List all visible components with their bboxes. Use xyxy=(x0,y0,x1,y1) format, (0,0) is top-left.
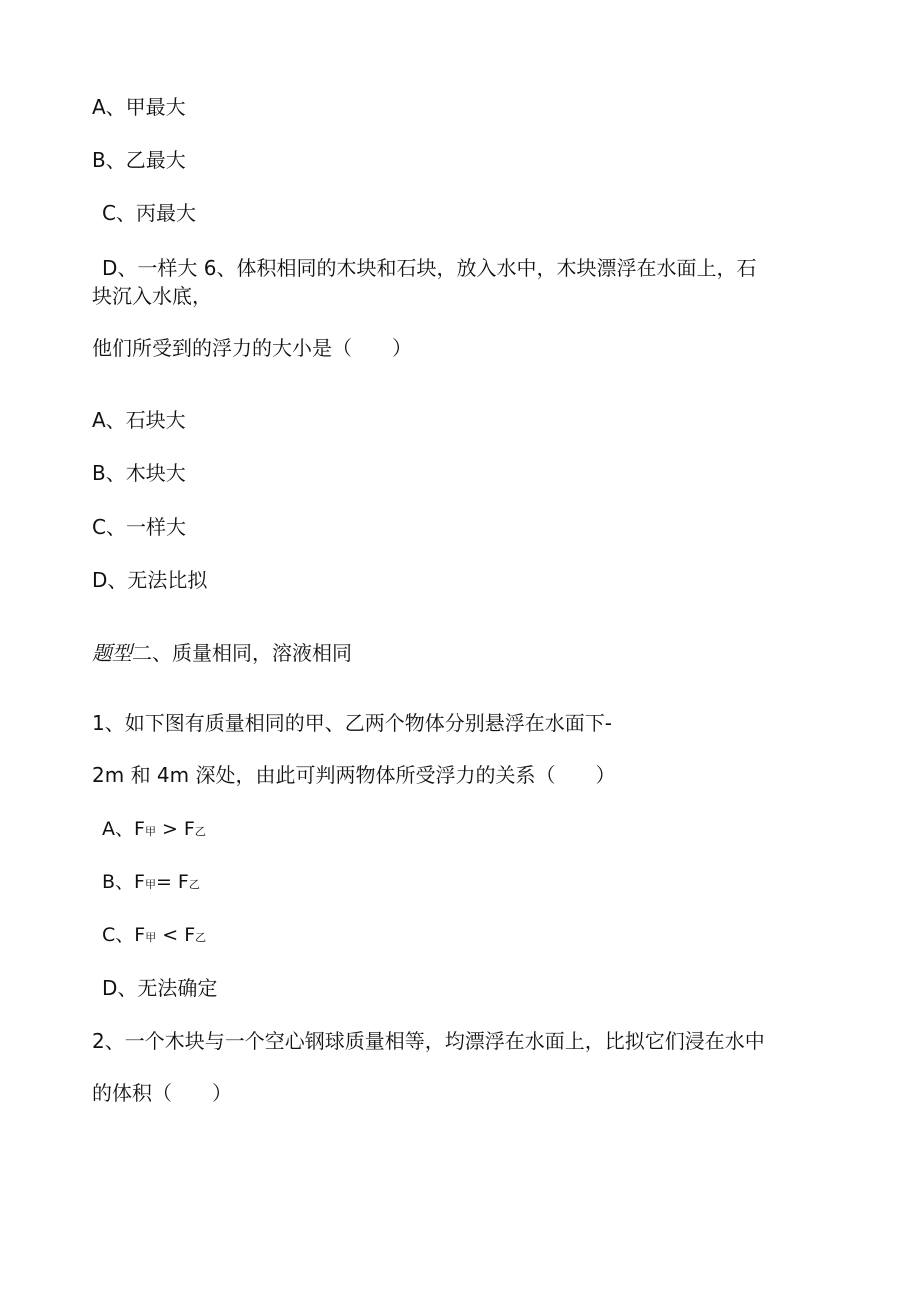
option-a-greater xyxy=(102,816,206,845)
option-b-operator: = F xyxy=(155,871,189,893)
question-2-line-2: 的体积（ ） xyxy=(92,1081,232,1105)
option-a-stone: A、石块大 xyxy=(92,408,186,432)
option-c-sub-yi: 乙 xyxy=(195,931,207,944)
option-b-sub-jia: 甲 xyxy=(144,878,156,891)
option-a-sub-jia: 甲 xyxy=(144,825,156,838)
option-c-sub-jia: 甲 xyxy=(145,931,157,944)
section-heading xyxy=(92,640,352,666)
question-2-line-1: 2、一个木块与一个空心钢球质量相等，均漂浮在水面上，比拟它们浸在水中 xyxy=(92,1029,765,1053)
option-b-yi: B、乙最大 xyxy=(92,148,186,172)
question-6-line-1: D、一样大 6、体积相同的木块和石块，放入水中，木块漂浮在水面上，石 xyxy=(102,256,757,280)
option-b-wood: B、木块大 xyxy=(92,461,186,485)
option-c-prefix: C、F xyxy=(102,924,146,946)
option-d-uncomparable: D、无法比拟 xyxy=(92,568,208,592)
section-heading-text: 二、质量相同，溶液相同 xyxy=(132,641,352,665)
option-d-undetermined: D、无法确定 xyxy=(102,976,218,1000)
option-b-sub-yi: 乙 xyxy=(188,878,200,891)
question-1-line-1: 1、如下图有质量相同的甲、乙两个物体分别悬浮在水面下- xyxy=(92,711,612,735)
option-c-bing: C、丙最大 xyxy=(102,201,196,225)
question-6-line-3: 他们所受到的浮力的大小是（ ） xyxy=(92,336,412,360)
option-a-prefix: A、F xyxy=(102,818,145,840)
option-c-less xyxy=(102,922,206,951)
option-c-operator: < F xyxy=(156,924,196,946)
option-b-prefix: B、F xyxy=(102,871,145,893)
option-b-equal xyxy=(102,869,200,898)
section-heading-italic: 题型 xyxy=(92,641,132,665)
option-a-jia: A、甲最大 xyxy=(92,95,186,119)
option-c-same: C、一样大 xyxy=(92,515,186,539)
question-6-line-2: 块沉入水底， xyxy=(92,284,212,308)
option-a-operator: > F xyxy=(155,818,195,840)
option-a-sub-yi: 乙 xyxy=(194,825,206,838)
question-1-line-2: 2m 和 4m 深处，由此可判两物体所受浮力的关系（ ） xyxy=(92,763,616,787)
